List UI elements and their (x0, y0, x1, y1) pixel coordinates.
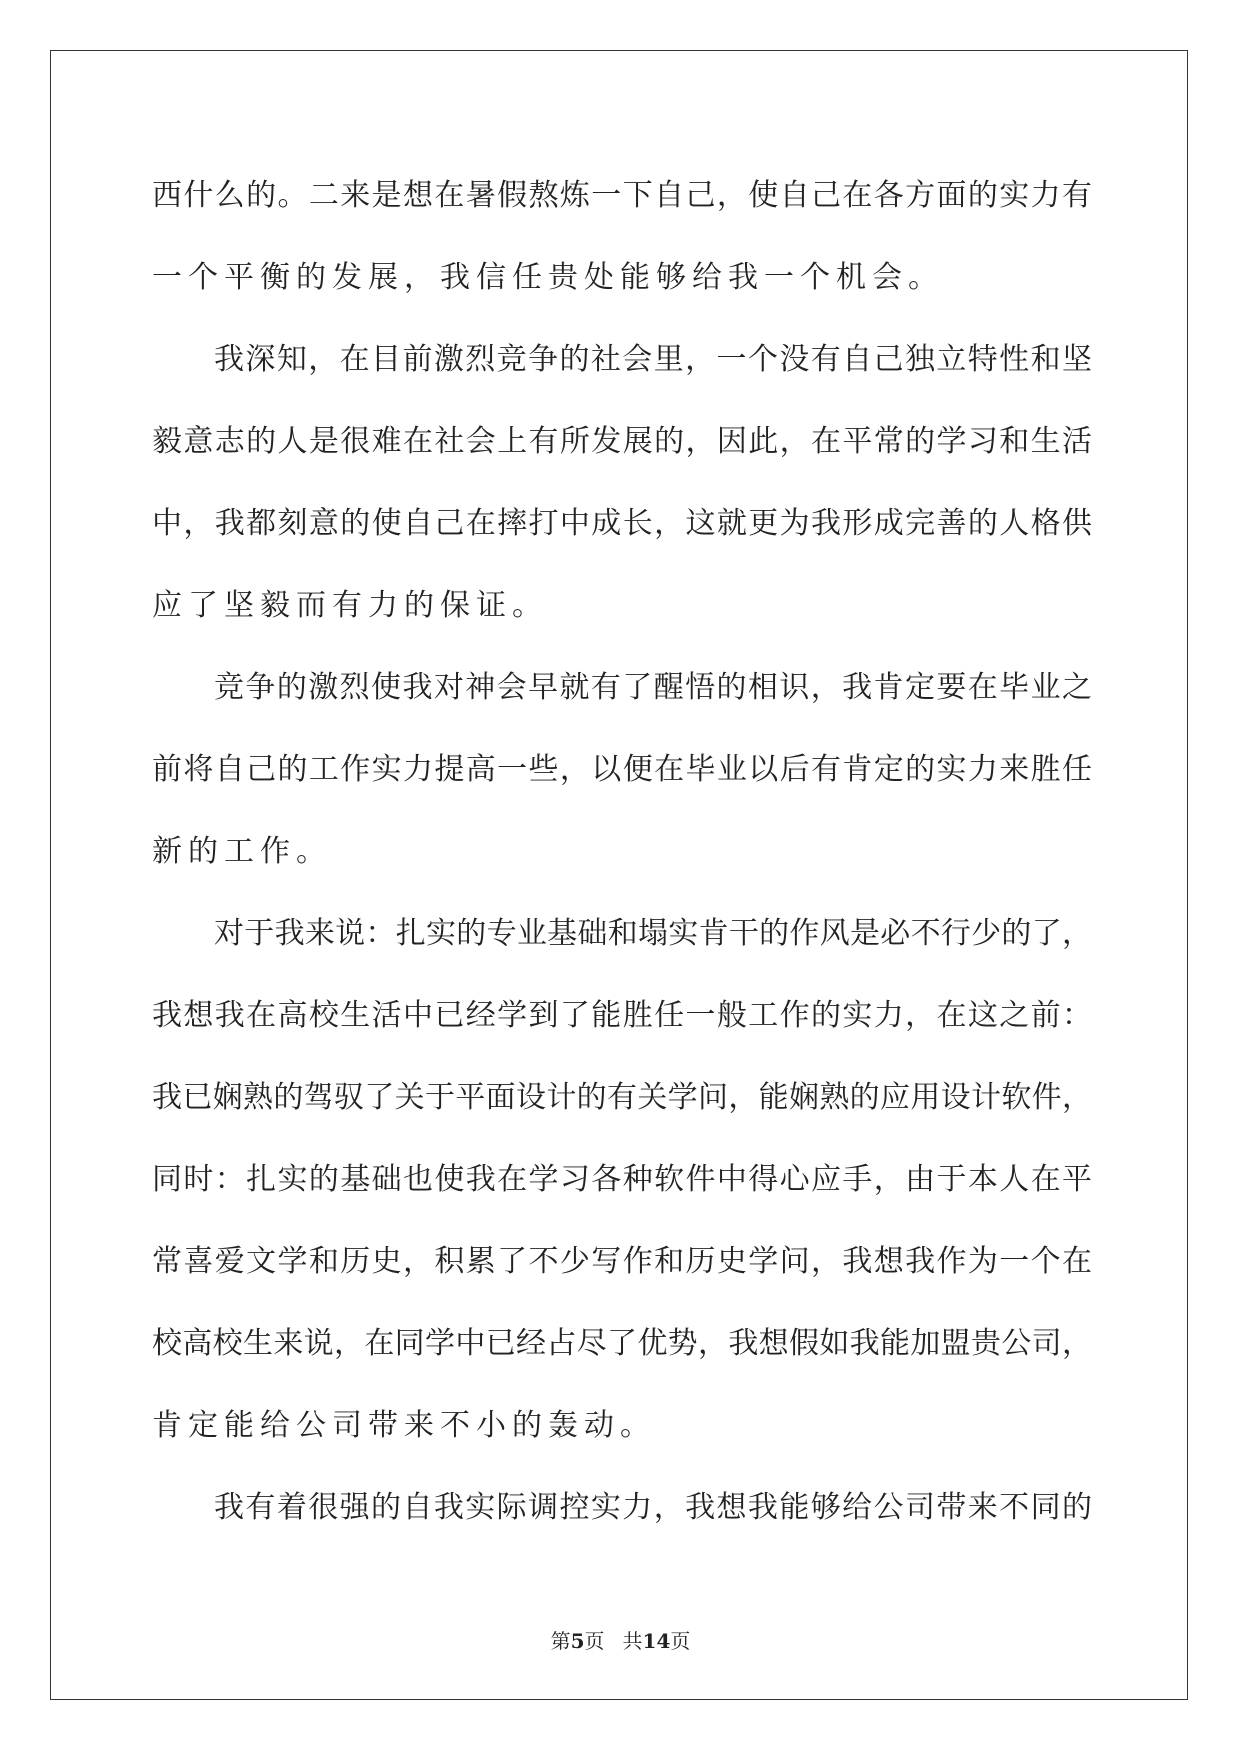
page-footer (0, 1625, 1241, 1654)
text-line: 校高校生来说，在同学中已经占尽了优势，我想假如我能加盟贵公司， (152, 1326, 1092, 1361)
text-line: 我想我在高校生活中已经学到了能胜任一般工作的实力，在这之前： (152, 998, 1092, 1033)
text-line: 我有着很强的自我实际调控实力，我想我能够给公司带来不同的 (214, 1490, 1092, 1525)
text-line: 竞争的激烈使我对神会早就有了醒悟的相识，我肯定要在毕业之 (214, 670, 1092, 705)
footer-page-prefix: 第 (550, 1629, 571, 1653)
document-body (152, 155, 1092, 1549)
footer-page-suffix: 页 (584, 1629, 605, 1653)
text-line: 应了坚毅而有力的保证。 (152, 588, 548, 623)
text-line: 中，我都刻意的使自己在摔打中成长，这就更为我形成完善的人格供 (152, 506, 1092, 541)
footer-page-number: 5 (570, 1629, 585, 1653)
text-line: 我深知，在目前激烈竞争的社会里，一个没有自己独立特性和坚 (214, 342, 1092, 377)
text-line: 肯定能给公司带来不小的轰动。 (152, 1408, 656, 1443)
text-line: 西什么的。二来是想在暑假熬炼一下自己，使自己在各方面的实力有 (152, 178, 1092, 213)
text-line: 同时：扎实的基础也使我在学习各种软件中得心应手，由于本人在平 (152, 1162, 1092, 1197)
text-line: 我已娴熟的驾驭了关于平面设计的有关学问，能娴熟的应用设计软件， (152, 1080, 1092, 1115)
text-line: 常喜爱文学和历史，积累了不少写作和历史学问，我想我作为一个在 (152, 1244, 1092, 1279)
footer-total-prefix: 共 (622, 1629, 643, 1653)
footer-total-suffix: 页 (670, 1629, 691, 1653)
text-line: 对于我来说：扎实的专业基础和塌实肯干的作风是必不行少的了， (214, 916, 1092, 951)
text-line: 新的工作。 (152, 834, 332, 869)
text-line: 前将自己的工作实力提高一些，以便在毕业以后有肯定的实力来胜任 (152, 752, 1092, 787)
text-line: 毅意志的人是很难在社会上有所发展的，因此，在平常的学习和生活 (152, 424, 1092, 459)
text-line: 一个平衡的发展，我信任贵处能够给我一个机会。 (152, 260, 944, 295)
footer-total-pages: 14 (642, 1629, 671, 1653)
